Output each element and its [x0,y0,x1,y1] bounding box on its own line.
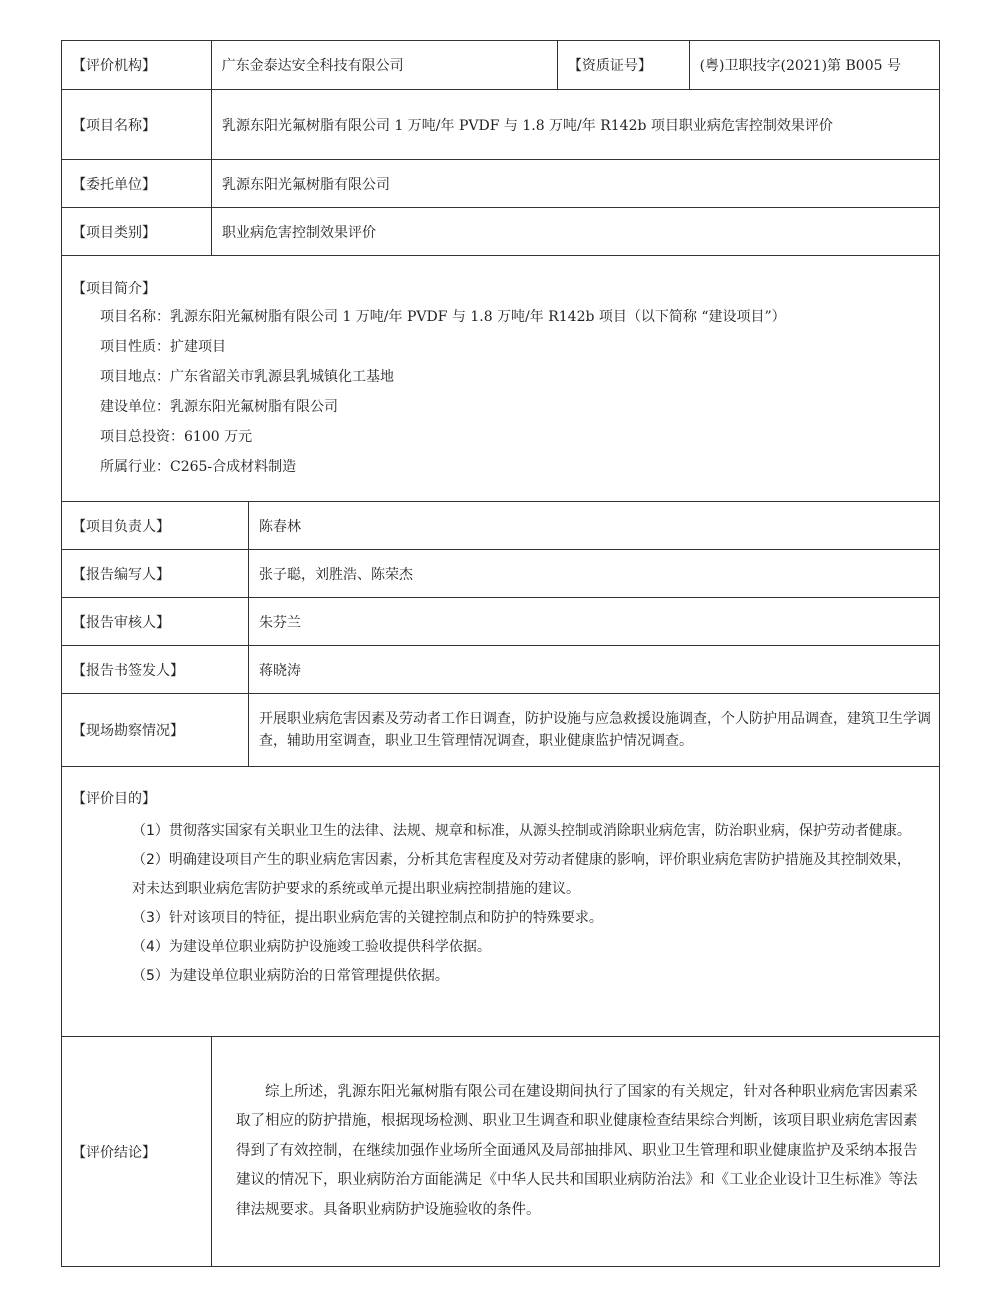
site-survey-label: 【现场勘察情况】 [62,694,249,766]
site-survey-row [62,693,939,766]
conclusion-body [212,1037,939,1266]
report-reviewer-label: 【报告审核人】 [62,598,249,645]
purpose-title: 【评价目的】 [72,791,156,807]
project-lead-row [62,501,939,549]
report-reviewer-row [62,597,939,645]
conclusion-text: 综上所述，乳源东阳光氟树脂有限公司在建设期间执行了国家的有关规定，针对各种职业病危害因素采取了相应的防护措施，根据现场检测、职业卫生调查和职业健康检查结果综合判断，该项目职业病危害因素得到了有效控制，在继续加强作业场所全面通风及局部抽排风、职业卫生管理和职业健康监护及采纳本报告建议的情况下，职业病防治方面能满足《中华人民共和国职业病防治法》和《工业企业设计卫生标准》等法律法规要求。具备职业病防护设施验收的条件。 [236,1083,918,1218]
category-value: 职业病危害控制效果评价 [222,224,376,241]
project-name-row [62,89,939,159]
org-value: 广东金泰达安全科技有限公司 [221,58,404,74]
intro-title: 【项目简介】 [72,281,156,297]
evaluation-table [61,40,940,1267]
intro-line: 项目地点：广东省韶关市乳源县乳城镇化工基地 [100,369,394,385]
project-name-label: 【项目名称】 [62,90,212,159]
intro-section [62,256,939,501]
purpose-item: （5）为建设单位职业病防治的日常管理提供依据。 [132,968,449,984]
intro-line: 项目总投资：6100 万元 [100,429,253,445]
client-value: 乳源东阳光氟树脂有限公司 [222,176,390,193]
conclusion-label: 【评价结论】 [62,1037,212,1266]
report-writer-row [62,549,939,597]
category-row [62,207,939,255]
conclusion-row [62,1036,939,1266]
qualification-value: (粤)卫职技字(2021)第 B005 号 [699,58,901,74]
purpose-item: （1）贯彻落实国家有关职业卫生的法律、法规、规章和标准，从源头控制或消除职业病危害，防治职业病，保护劳动者健康。 [132,823,911,839]
report-writer-value: 张子聪，刘胜浩、陈荣杰 [259,566,413,583]
site-survey-value: 开展职业病危害因素及劳动者工作日调查，防护设施与应急救援设施调查，个人防护用品调查，建筑卫生学调查，辅助用室调查，职业卫生管理情况调查，职业健康监护情况调查。 [259,711,931,749]
org-row [62,41,939,89]
report-signer-row [62,645,939,693]
project-name-value: 乳源东阳光氟树脂有限公司 1 万吨/年 PVDF 与 1.8 万吨/年 R142b 项目职业病危害控制效果评价 [222,117,833,134]
category-label: 【项目类别】 [62,208,212,255]
report-signer-label: 【报告书签发人】 [62,646,249,693]
project-lead-value: 陈春林 [259,518,301,535]
intro-row [62,255,939,501]
report-writer-label: 【报告编写人】 [62,550,249,597]
purpose-row [62,766,939,1036]
purpose-item: （2）明确建设项目产生的职业病危害因素，分析其危害程度及对劳动者健康的影响，评价职业病危害防护措施及其控制效果，对未达到职业病危害防护要求的系统或单元提出职业病控制措施的建议。 [132,852,911,897]
client-row [62,159,939,207]
report-reviewer-value: 朱芬兰 [259,614,301,631]
org-label: 【评价机构】 [62,41,212,89]
qualification-label: 【资质证号】 [557,41,690,89]
report-signer-value: 蒋晓涛 [259,662,301,679]
project-lead-label: 【项目负责人】 [62,502,249,549]
purpose-item: （4）为建设单位职业病防护设施竣工验收提供科学依据。 [132,939,491,955]
purpose-item: （3）针对该项目的特征，提出职业病危害的关键控制点和防护的特殊要求。 [132,910,603,926]
intro-line: 建设单位：乳源东阳光氟树脂有限公司 [100,399,338,415]
purpose-section [62,767,939,1036]
client-label: 【委托单位】 [62,160,212,207]
intro-line: 所属行业：C265-合成材料制造 [100,459,297,475]
intro-line: 项目性质：扩建项目 [100,339,226,355]
intro-line: 项目名称：乳源东阳光氟树脂有限公司 1 万吨/年 PVDF 与 1.8 万吨/年 R142b 项目（以下简称 “建设项目”） [100,309,786,325]
